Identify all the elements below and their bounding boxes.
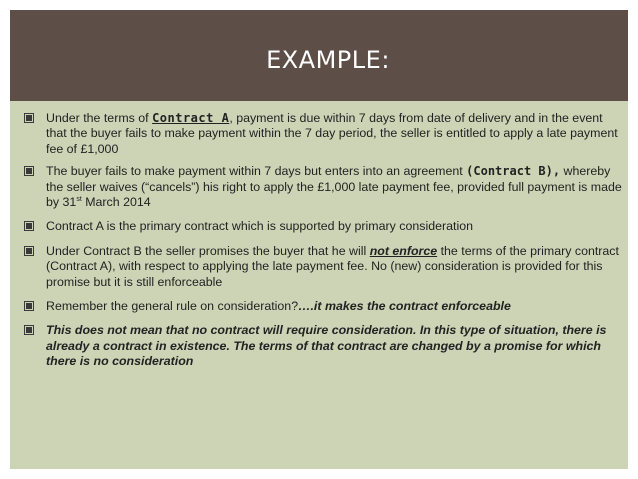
square-bullet-icon bbox=[24, 325, 34, 335]
bullet-3-text: Contract A is the primary contract which is supported by primary consideration bbox=[46, 219, 473, 234]
bullet-1-text-post: , payment is due within 7 days from date of delivery and in the event that the buyer fails to make payment within the 7 day period, the seller is entitled to apply a late payment fee of £1,000 bbox=[46, 111, 618, 156]
square-bullet-icon bbox=[24, 301, 34, 311]
bullet-5-text-pre: Remember the general rule on consideration? bbox=[46, 299, 299, 314]
bullet-2-superscript: st bbox=[76, 195, 82, 203]
bullet-6-text: This does not mean that no contract will require consideration. In this type of situation, there is already a contract in existence. The terms of that contract are changed by a promise for which there is no consideration bbox=[46, 323, 607, 369]
square-bullet-icon bbox=[24, 113, 34, 123]
bullet-list bbox=[22, 111, 622, 370]
bullet-2-contract-name: (Contract B), bbox=[466, 164, 561, 179]
bullet-4-text-pre: Under Contract B the seller promises the buyer that he will bbox=[46, 243, 370, 258]
title-bar bbox=[10, 10, 628, 101]
slide bbox=[10, 10, 628, 469]
bullet-item-2 bbox=[22, 164, 622, 210]
bullet-item-4 bbox=[22, 244, 622, 290]
bullet-item-1 bbox=[22, 111, 622, 157]
bullet-1-contract-name: Contract A bbox=[152, 111, 230, 125]
slide-title: EXAMPLE: bbox=[266, 45, 390, 74]
bullet-4-text-post: the terms of the primary contract (Contract A), with respect to applying the late payment fee. No (new) consideration is provided for this promise but it is still enforceable bbox=[46, 243, 619, 289]
bullet-4-emphasis: not enforce bbox=[369, 243, 438, 258]
square-bullet-icon bbox=[24, 246, 34, 256]
bullet-1-text-pre: Under the terms of bbox=[46, 111, 153, 125]
bullet-5-emphasis: ….it makes the contract enforceable bbox=[298, 299, 511, 314]
bullet-2-text-post: March 2014 bbox=[81, 195, 151, 210]
bullet-2-text-pre: The buyer fails to make payment within 7 days but enters into an agreement bbox=[46, 164, 467, 179]
bullet-item-3 bbox=[22, 219, 622, 234]
square-bullet-icon bbox=[24, 166, 34, 176]
bullet-2-text-mid: whereby the seller waives (“cancels”) his right to apply the £1,000 late payment fee, provided full payment is made by 31 bbox=[46, 164, 622, 210]
bullet-item-6 bbox=[22, 323, 622, 369]
square-bullet-icon bbox=[24, 221, 34, 231]
bullet-item-5 bbox=[22, 299, 622, 314]
